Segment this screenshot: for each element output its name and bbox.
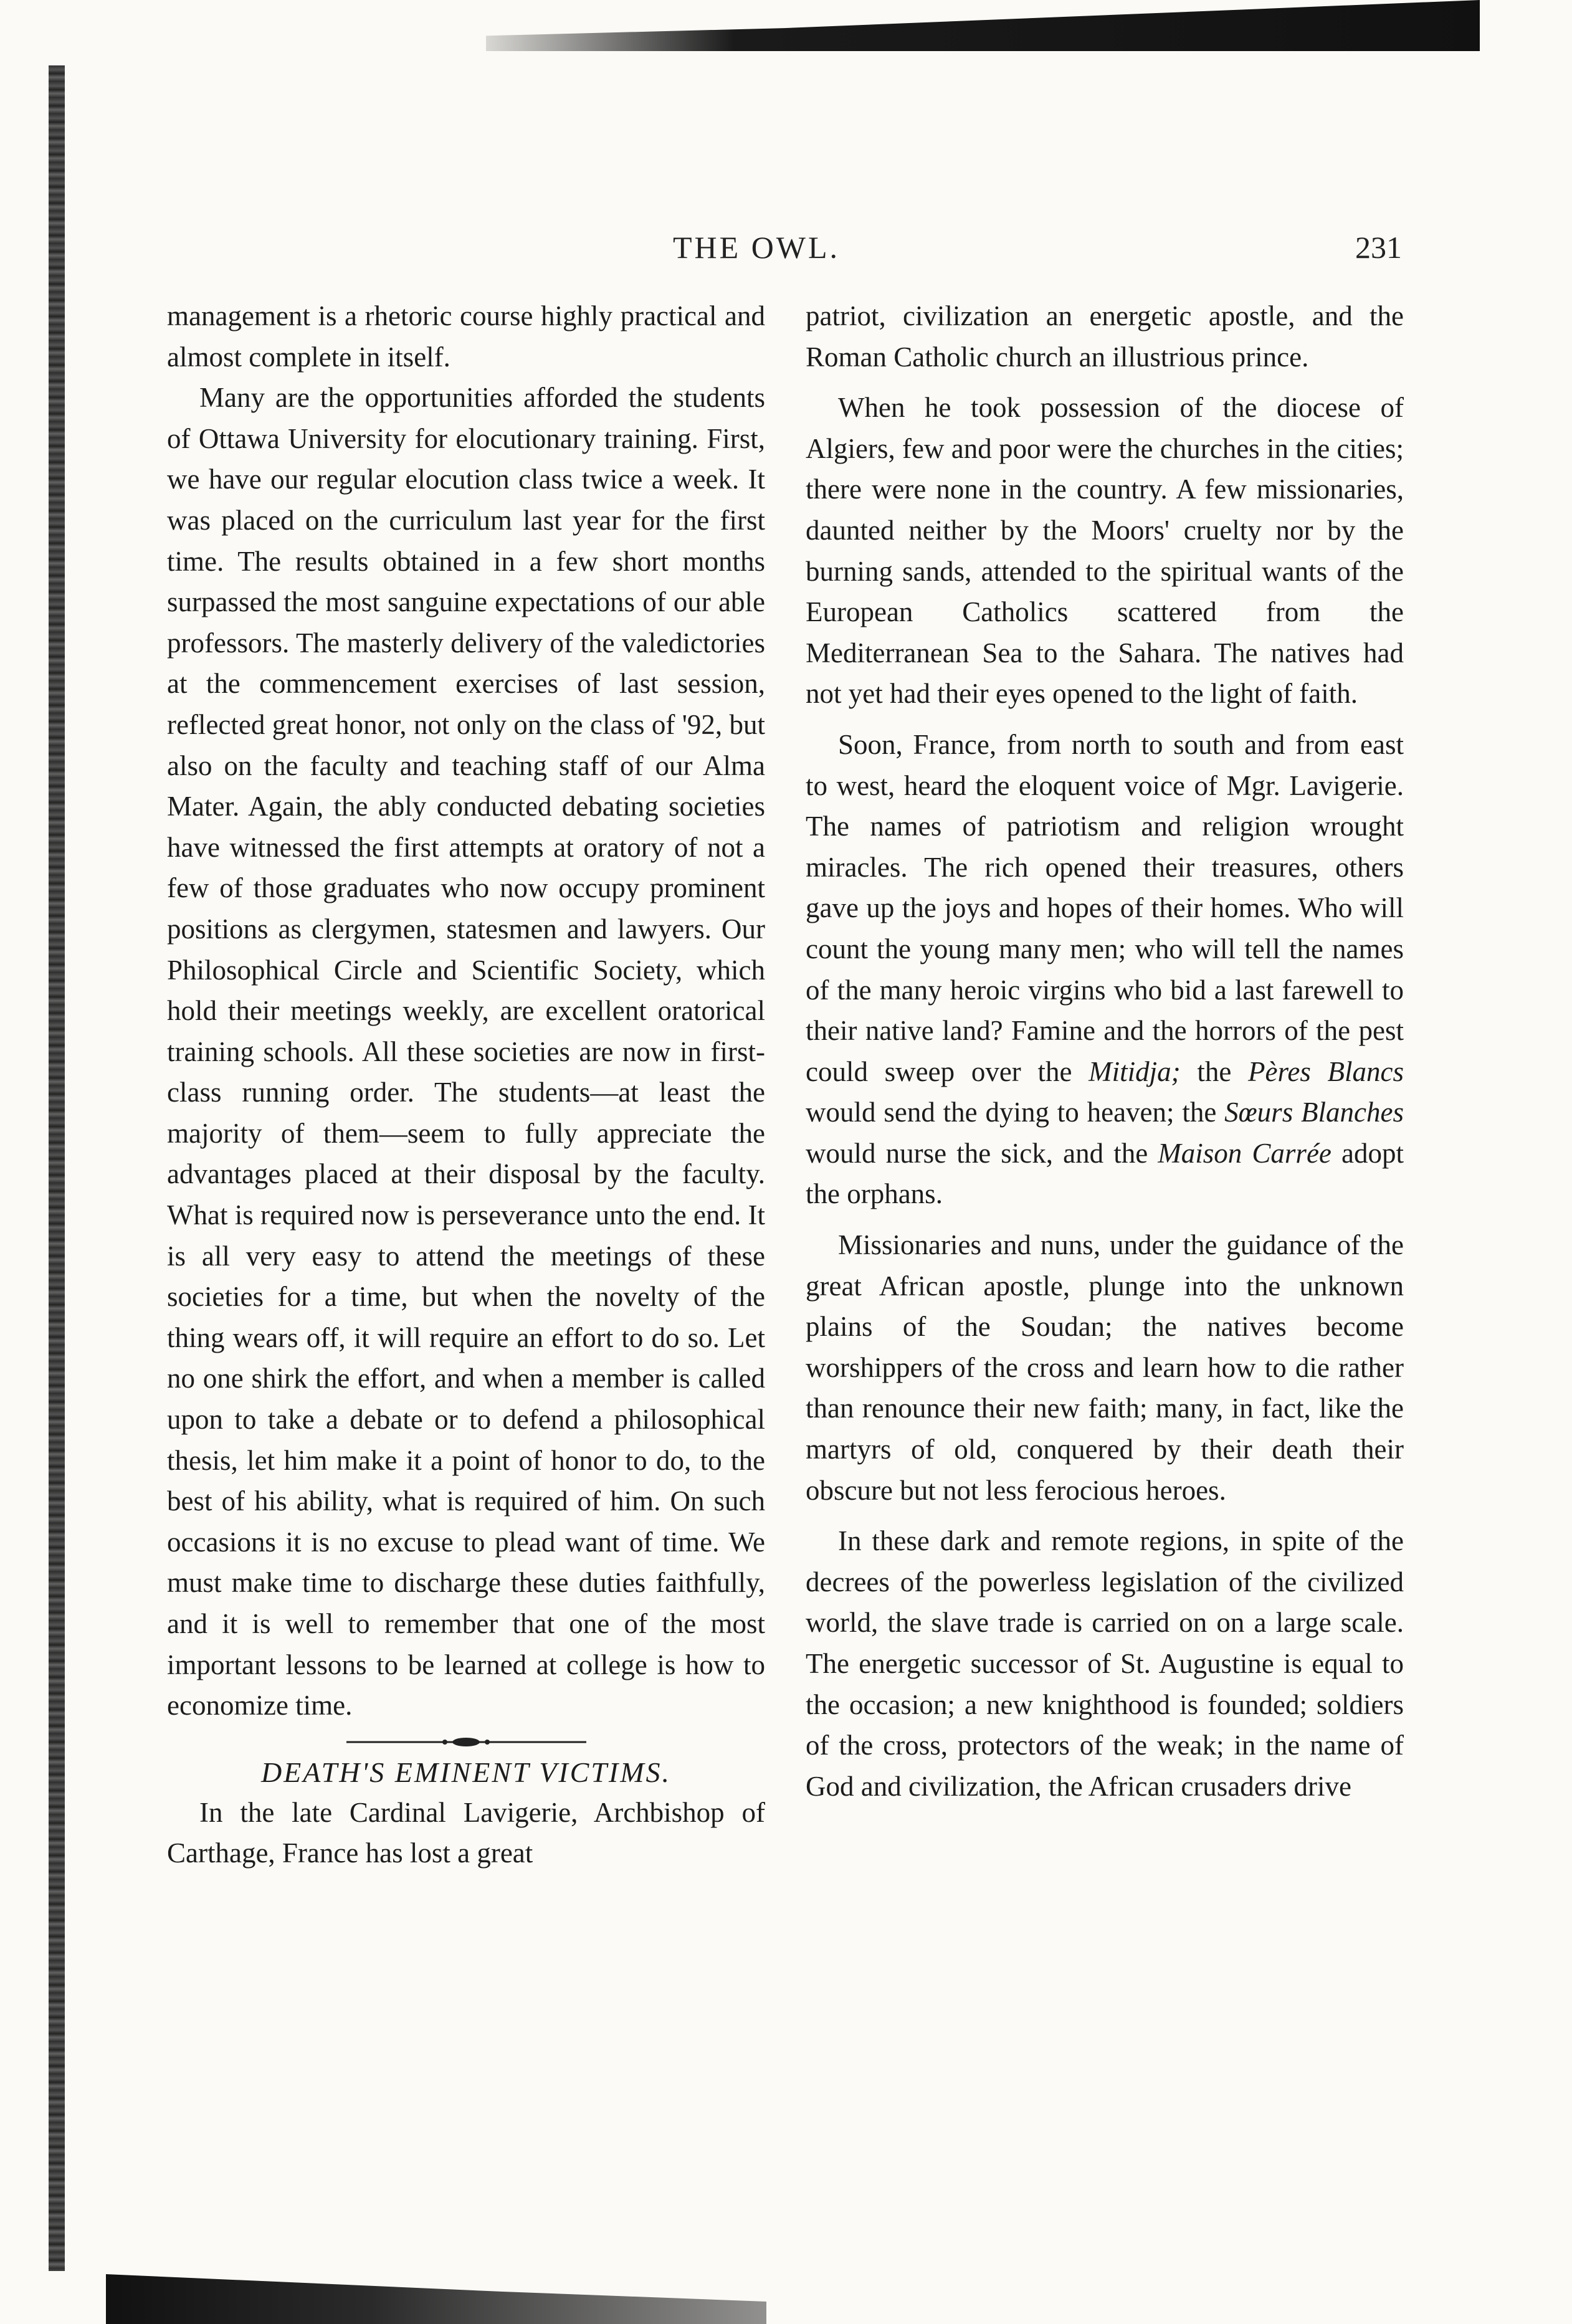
paragraph: When he took possession of the diocese of Algiers, few and poor were the churches in the cities; there were none in the country. A few missionaries, daunted neither by the Moors' cruelty nor by the burning sands, attended to the spiritual wants of the European Catholics scattered from the Mediterranean Sea to the Sahara. The natives had not yet had their eyes opened to the light of faith. — [806, 392, 1404, 710]
paragraph — [806, 725, 1404, 1215]
italic-term: Mitidja; — [1088, 1055, 1181, 1087]
left-column — [167, 296, 765, 1874]
scan-edge-bottom — [106, 2274, 766, 2324]
paragraph: Many are the opportunities afforded the students of Ottawa University for elocutionary training. First, we have our regular elocution class twice a week. It was placed on the curriculum last year for the first time. The results obtained in a few short months surpassed the most sanguine expectations of our able professors. The masterly delivery of the valedictories at the commencement exercises of last session, reflected great honor, not only on the class of '92, but also on the faculty and teaching staff of our Alma Mater. Again, the ably conducted debating societies have witnessed the first attempts at oratory of not a few of those graduates who now occupy prominent positions as clergymen, statesmen and lawyers. Our Philosophical Circle and Scientific Society, which hold their meetings weekly, are excellent oratorical training schools. All these societies are now in first-class running order. The students—at least the majority of them—seem to fully appreciate the advantages placed at their disposal by the faculty. What is required now is perseverance unto the end. It is all very easy to attend the meetings of these societies for a time, but when the novelty of the thing wears off, it will require an effort to do so. Let no one shirk the effort, and when a member is called upon to take a debate or to defend a philosophical thesis, let him make it a point of honor to do, to the best of his ability, what is required of him. On such occasions it is no excuse to plead want of time. We must make time to discharge these duties faithfully, and it is well to remember that one of the most important lessons to be learned at college is how to economize time. — [167, 382, 765, 1722]
right-column — [806, 296, 1404, 1807]
italic-term: Maison Carrée — [1158, 1137, 1331, 1169]
paragraph: Missionaries and nuns, under the guidance of the great African apostle, plunge into the unknown plains of the Soudan; the natives become worshippers of the cross and learn how to die rather than renounce their new faith; many, in fact, like the martyrs of old, conquered by their death their obscure but not less ferocious heroes. — [806, 1229, 1404, 1506]
page-number: 231 — [1355, 230, 1402, 265]
text-run: would send the dying to heaven; the — [806, 1097, 1217, 1128]
text-run: would nurse the sick, and the — [806, 1137, 1148, 1169]
text-run: the — [1197, 1055, 1232, 1087]
paragraph: patriot, civilization an energetic apostle, and the Roman Catholic church an illustrious prince. — [806, 300, 1404, 373]
paragraph: management is a rhetoric course highly practical and almost complete in itself. — [167, 300, 765, 373]
italic-term: Pères Blancs — [1248, 1055, 1404, 1087]
running-header: THE OWL. — [673, 230, 841, 265]
paragraph: In these dark and remote regions, in spite of the decrees of the powerless legislation of the civilized world, the slave trade is carried on on a large scale. The energetic successor of St. Augustine is equal to the occasion; a new knighthood is founded; soldiers of the cross, protectors of the weak; in the name of God and civilization, the African crusaders drive — [806, 1525, 1404, 1802]
section-heading: DEATH'S EMINENT VICTIMS. — [260, 1756, 672, 1788]
text-run: Soon, France, from north to south and from east to west, heard the eloquent voice of Mgr. Lavigerie. The names of patriotism and religion wrought miracles. The rich opened their treasures, others gave up the joys and hopes of their homes. Who will count the young many men; who will tell the names of the many heroic virgins who bid a last farewell to their native land? Famine and the horrors of the pest could sweep over the — [806, 728, 1404, 1087]
scan-edge-left — [49, 65, 65, 2271]
scan-edge-top — [486, 0, 1480, 51]
paragraph: In the late Cardinal Lavigerie, Archbishop of Carthage, France has lost a great — [167, 1796, 765, 1869]
italic-term: Sœurs Blanches — [1224, 1097, 1404, 1128]
text-run: adopt the orphans. — [806, 1137, 1404, 1210]
section-divider — [346, 1735, 586, 1749]
